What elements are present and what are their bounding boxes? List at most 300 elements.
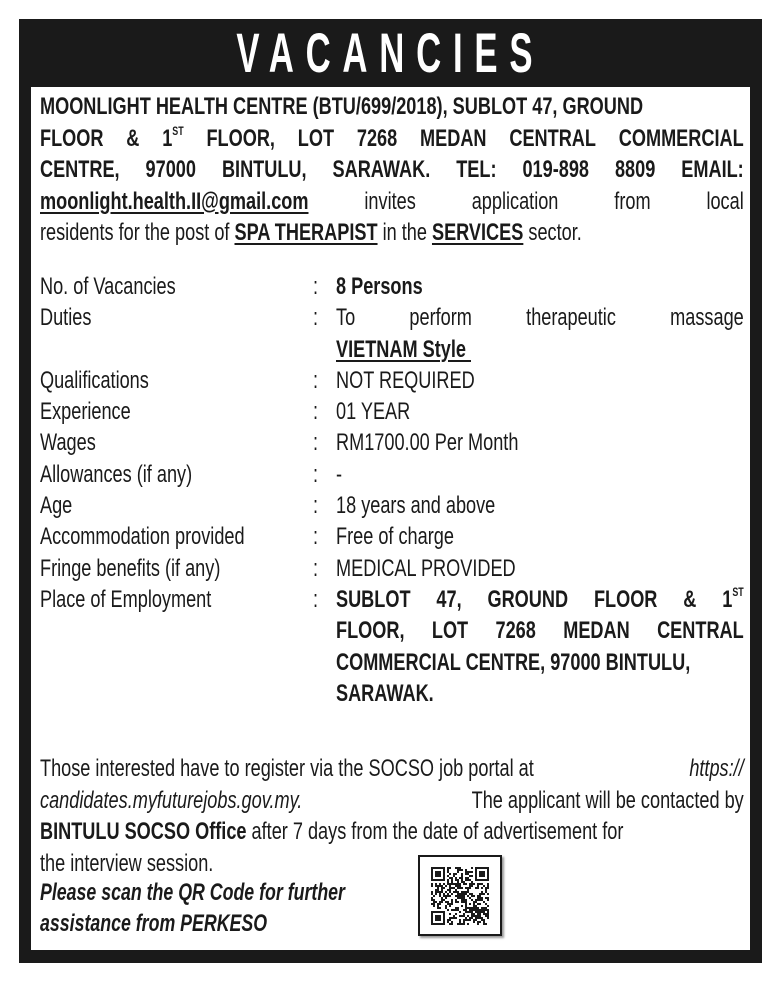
qr-module: [435, 915, 441, 921]
word: FLOOR: [40, 124, 104, 152]
qr-module: [449, 905, 451, 907]
qr-module: [439, 883, 441, 885]
qr-module: [463, 897, 465, 899]
qr-module: [469, 885, 471, 887]
qr-module: [455, 917, 457, 919]
qr-module: [469, 907, 471, 909]
word: EMAIL:: [681, 156, 744, 183]
qr-module: [471, 907, 473, 909]
word: MEDAN: [563, 617, 630, 645]
qr-module: [465, 907, 467, 909]
detail-row-place: [40, 584, 744, 615]
qr-module: [459, 915, 461, 917]
qr-module: [439, 885, 441, 887]
colon: :: [313, 460, 319, 488]
qr-module: [447, 901, 449, 903]
detail-label: No. of Vacancies: [40, 273, 176, 300]
title-text: VACANCIES: [236, 21, 545, 84]
detail-row-duties-cont: [40, 334, 744, 365]
intro-paragraph: [40, 91, 744, 249]
qr-module: [471, 867, 473, 869]
qr-module: [459, 869, 461, 871]
qr-module: [477, 903, 479, 905]
qr-module: [449, 895, 451, 897]
qr-module: [443, 893, 445, 895]
qr-module: [465, 883, 467, 885]
qr-module: [473, 915, 475, 917]
qr-module: [449, 913, 451, 915]
qr-module: [455, 873, 457, 875]
qr-module: [483, 921, 485, 923]
detail-row-place-cont: [40, 647, 744, 678]
qr-module: [453, 917, 455, 919]
qr-module: [461, 895, 463, 897]
qr-module: [457, 907, 459, 909]
qr-module: [483, 909, 485, 911]
qr-module: [453, 909, 455, 911]
qr-module: [467, 889, 469, 891]
qr-module: [461, 915, 463, 917]
qr-module: [475, 901, 477, 903]
qr-module: [463, 913, 465, 915]
qr-module: [451, 903, 453, 905]
qr-module: [483, 919, 485, 921]
detail-row-place-cont: [40, 615, 744, 646]
intro-line-2: [40, 123, 744, 155]
detail-label: Duties: [40, 304, 92, 332]
qr-module: [477, 885, 479, 887]
qr-module: [467, 871, 469, 873]
qr-module: [431, 891, 433, 893]
word: invites: [364, 187, 416, 215]
qr-module: [437, 887, 439, 889]
detail-row-fringe-benefits: [40, 553, 744, 584]
qr-module: [435, 871, 441, 877]
qr-module: [487, 887, 489, 889]
qr-module: [461, 893, 463, 895]
qr-module: [449, 917, 451, 919]
detail-row-qualifications: [40, 365, 744, 396]
word: FLOOR,: [336, 617, 405, 645]
qr-module: [477, 921, 479, 923]
qr-module: [459, 887, 461, 889]
qr-module: [473, 909, 475, 911]
qr-module: [471, 913, 473, 915]
qr-module: [453, 915, 455, 917]
qr-module: [473, 895, 475, 897]
detail-value: NOT REQUIRED: [336, 366, 475, 394]
qr-module: [461, 905, 463, 907]
qr-module: [455, 877, 457, 879]
qr-module: [457, 879, 459, 881]
qr-module: [457, 885, 459, 887]
qr-module: [469, 897, 471, 899]
qr-module: [481, 911, 483, 913]
qr-module: [479, 893, 481, 895]
word: massage: [670, 304, 744, 332]
qr-module: [443, 883, 445, 885]
portal-url[interactable]: candidates.myfuturejobs.gov.my.: [40, 786, 303, 814]
qr-module: [437, 903, 439, 905]
word: GROUND: [487, 585, 569, 613]
qr-module: [459, 885, 461, 887]
scan-line-2: assistance from PERKESO: [40, 910, 268, 937]
intro-line-1: [40, 91, 744, 123]
qr-module: [473, 913, 475, 915]
qr-module: [447, 921, 449, 923]
qr-module: [477, 923, 479, 925]
qr-module: [473, 921, 475, 923]
qr-module: [459, 893, 461, 895]
colon: :: [313, 366, 319, 394]
qr-module: [459, 919, 461, 921]
qr-module: [433, 903, 435, 905]
qr-module: [447, 871, 449, 873]
duties-style: VIETNAM Style: [336, 335, 472, 363]
qr-module: [477, 909, 479, 911]
qr-module: [481, 909, 483, 911]
detail-label: Accommodation provided: [40, 523, 245, 551]
footer-text: after 7 days from the date of advertisement for: [246, 818, 624, 845]
qr-module: [463, 923, 465, 925]
qr-module: [469, 909, 471, 911]
qr-module: [455, 899, 457, 901]
qr-module: [437, 905, 439, 907]
qr-module: [457, 891, 459, 893]
qr-module: [465, 911, 467, 913]
qr-module: [479, 921, 481, 923]
word: CENTRAL: [657, 617, 744, 645]
qr-module: [479, 917, 481, 919]
qr-module: [459, 883, 461, 885]
qr-module: [445, 907, 447, 909]
qr-module: [451, 877, 453, 879]
qr-module: [435, 883, 437, 885]
intro-line-4: [40, 186, 744, 218]
qr-module: [477, 917, 479, 919]
superscript-st: ST: [732, 584, 744, 599]
qr-module: [459, 895, 461, 897]
qr-module: [469, 917, 471, 919]
detail-row-experience: [40, 396, 744, 427]
qr-module: [451, 887, 453, 889]
qr-module: [473, 883, 475, 885]
qr-module: [481, 893, 483, 895]
qr-module: [451, 879, 453, 881]
qr-module: [449, 889, 451, 891]
qr-module: [451, 917, 453, 919]
page-title: [19, 19, 762, 87]
qr-module: [457, 895, 459, 897]
qr-module: [479, 899, 481, 901]
qr-module: [465, 879, 467, 881]
qr-module: [475, 907, 477, 909]
intro-text: in the: [377, 219, 432, 246]
intro-text: residents for the post of: [40, 219, 235, 246]
qr-module: [449, 903, 451, 905]
qr-module: [485, 887, 487, 889]
qr-module: [461, 901, 463, 903]
qr-module: [457, 909, 459, 911]
intro-text: sector.: [523, 219, 582, 246]
qr-module: [435, 891, 437, 893]
qr-module: [441, 897, 443, 899]
qr-module: [485, 891, 487, 893]
word: therapeutic: [526, 304, 616, 332]
qr-module: [479, 915, 481, 917]
qr-module: [471, 911, 473, 913]
qr-code-icon[interactable]: [431, 867, 489, 925]
qr-module: [473, 905, 475, 907]
qr-module: [473, 907, 475, 909]
footer-text: The applicant will be contacted by: [466, 786, 744, 814]
qr-module: [465, 901, 467, 903]
detail-label: Allowances (if any): [40, 460, 193, 488]
qr-module: [485, 903, 487, 905]
qr-module: [457, 901, 459, 903]
qr-module: [445, 891, 447, 893]
qr-module: [485, 889, 487, 891]
qr-module: [447, 867, 449, 869]
qr-module: [471, 915, 473, 917]
qr-module: [483, 907, 485, 909]
colon: :: [313, 273, 319, 300]
qr-module: [475, 887, 477, 889]
qr-module: [449, 883, 451, 885]
qr-module: [479, 913, 481, 915]
qr-module: [471, 917, 473, 919]
qr-module: [455, 907, 457, 909]
word: local: [706, 187, 744, 215]
qr-module: [431, 893, 433, 895]
qr-module: [487, 911, 489, 913]
detail-label: Wages: [40, 429, 96, 457]
qr-module: [455, 895, 457, 897]
qr-module: [435, 893, 437, 895]
qr-module: [461, 881, 463, 883]
qr-module: [451, 899, 453, 901]
qr-module: [465, 903, 467, 905]
detail-label: Experience: [40, 398, 131, 426]
qr-module: [459, 867, 461, 869]
qr-module: [477, 915, 479, 917]
footer-line-3: [40, 816, 744, 848]
qr-module: [461, 897, 463, 899]
word: 7268: [356, 124, 398, 152]
qr-module: [463, 921, 465, 923]
qr-module: [469, 893, 471, 895]
qr-module: [469, 919, 471, 921]
qr-module: [447, 883, 449, 885]
post-title: SPA THERAPIST: [234, 219, 378, 246]
qr-module: [487, 909, 489, 911]
detail-value: Free of charge: [336, 523, 454, 551]
qr-module: [459, 897, 461, 899]
word: CENTRAL: [509, 124, 596, 152]
qr-module: [481, 919, 483, 921]
word: TEL:: [456, 156, 497, 183]
qr-module: [481, 897, 483, 899]
qr-module: [465, 873, 467, 875]
qr-module: [455, 885, 457, 887]
qr-module: [449, 885, 451, 887]
qr-module: [481, 899, 483, 901]
scan-line-1: Please scan the QR Code for further: [40, 879, 345, 906]
qr-code-box[interactable]: [418, 855, 502, 936]
qr-module: [465, 887, 467, 889]
qr-module: [479, 911, 481, 913]
qr-module: [461, 879, 463, 881]
qr-module: [455, 901, 457, 903]
qr-module: [457, 897, 459, 899]
qr-module: [467, 919, 469, 921]
qr-module: [469, 879, 471, 881]
detail-value: SARAWAK.: [336, 679, 434, 707]
qr-module: [439, 901, 441, 903]
qr-module: [449, 887, 451, 889]
qr-module: [449, 877, 451, 879]
qr-module: [453, 891, 455, 893]
detail-row-allowances: [40, 459, 744, 490]
qr-module: [487, 917, 489, 919]
details-list: [40, 271, 744, 709]
qr-module: [471, 899, 473, 901]
qr-module: [445, 895, 447, 897]
qr-module: [479, 883, 481, 885]
word: 47,: [436, 585, 462, 613]
word: 97000: [145, 156, 196, 183]
qr-module: [455, 883, 457, 885]
portal-url[interactable]: https://: [689, 755, 744, 782]
detail-value: COMMERCIAL CENTRE, 97000 BINTULU,: [336, 648, 691, 676]
qr-module: [483, 901, 485, 903]
detail-label: Place of Employment: [40, 585, 212, 613]
word: 019-898: [522, 156, 589, 183]
detail-label: Qualifications: [40, 366, 149, 394]
detail-value: 18 years and above: [336, 492, 496, 520]
qr-module: [463, 909, 465, 911]
qr-module: [457, 871, 459, 873]
qr-module: [453, 875, 455, 877]
qr-module: [477, 897, 479, 899]
qr-module: [465, 919, 467, 921]
qr-module: [483, 923, 485, 925]
qr-module: [485, 913, 487, 915]
qr-module: [431, 903, 433, 905]
qr-module: [487, 883, 489, 885]
qr-module: [451, 893, 453, 895]
email-link[interactable]: moonlight.health.II@gmail.com: [40, 187, 309, 215]
qr-module: [451, 881, 453, 883]
qr-module: [435, 901, 437, 903]
intro-line-5: [40, 217, 744, 249]
qr-module: [465, 909, 467, 911]
qr-module: [471, 895, 473, 897]
qr-module: [463, 895, 465, 897]
qr-module: [465, 877, 467, 879]
qr-module: [475, 909, 477, 911]
detail-label: Age: [40, 492, 73, 520]
qr-module: [449, 867, 451, 869]
qr-module: [483, 911, 485, 913]
qr-module: [459, 923, 461, 925]
qr-module: [487, 913, 489, 915]
word: FLOOR,: [206, 124, 275, 152]
qr-module: [485, 907, 487, 909]
qr-module: [457, 869, 459, 871]
detail-row-wages: [40, 427, 744, 458]
qr-module: [471, 909, 473, 911]
qr-module: [485, 897, 487, 899]
qr-module: [471, 881, 473, 883]
qr-module: [467, 879, 469, 881]
sector-name: SERVICES: [431, 219, 524, 246]
qr-module: [445, 905, 447, 907]
qr-module: [465, 871, 467, 873]
qr-module: [481, 907, 483, 909]
qr-module: [443, 899, 445, 901]
word: COMMERCIAL: [618, 124, 744, 152]
qr-module: [443, 887, 445, 889]
qr-module: [451, 901, 453, 903]
qr-module: [485, 923, 487, 925]
qr-module: [445, 897, 447, 899]
detail-value: [336, 584, 744, 616]
qr-module: [465, 893, 467, 895]
qr-module: [477, 883, 479, 885]
qr-module: [465, 917, 467, 919]
qr-module: [433, 905, 435, 907]
qr-module: [457, 883, 459, 885]
qr-module: [463, 893, 465, 895]
qr-module: [469, 875, 471, 877]
qr-module: [449, 923, 451, 925]
qr-module: [443, 895, 445, 897]
superscript-st: ST: [172, 123, 184, 138]
detail-value: RM1700.00 Per Month: [336, 429, 519, 457]
scan-instruction: [40, 877, 345, 939]
qr-module: [435, 885, 437, 887]
qr-module: [457, 923, 459, 925]
qr-module: [449, 891, 451, 893]
qr-module: [455, 891, 457, 893]
detail-row-age: [40, 490, 744, 521]
colon: :: [313, 523, 319, 551]
word: SARAWAK.: [332, 156, 431, 183]
qr-module: [459, 921, 461, 923]
qr-module: [461, 887, 463, 889]
qr-module: [433, 895, 435, 897]
word: &: [683, 585, 697, 613]
word-1: 1: [162, 124, 173, 152]
qr-module: [461, 877, 463, 879]
detail-row-duties: [40, 302, 744, 333]
qr-module: [447, 875, 449, 877]
qr-module: [455, 879, 457, 881]
word: 7268: [495, 617, 536, 645]
word: MEDAN: [420, 124, 487, 152]
qr-module: [441, 891, 443, 893]
detail-value: [336, 302, 744, 334]
qr-module: [463, 891, 465, 893]
word: LOT: [297, 124, 335, 152]
word: application: [471, 187, 559, 215]
qr-module: [463, 899, 465, 901]
qr-module: [433, 899, 435, 901]
qr-module: [451, 921, 453, 923]
qr-module: [471, 885, 473, 887]
qr-module: [457, 887, 459, 889]
